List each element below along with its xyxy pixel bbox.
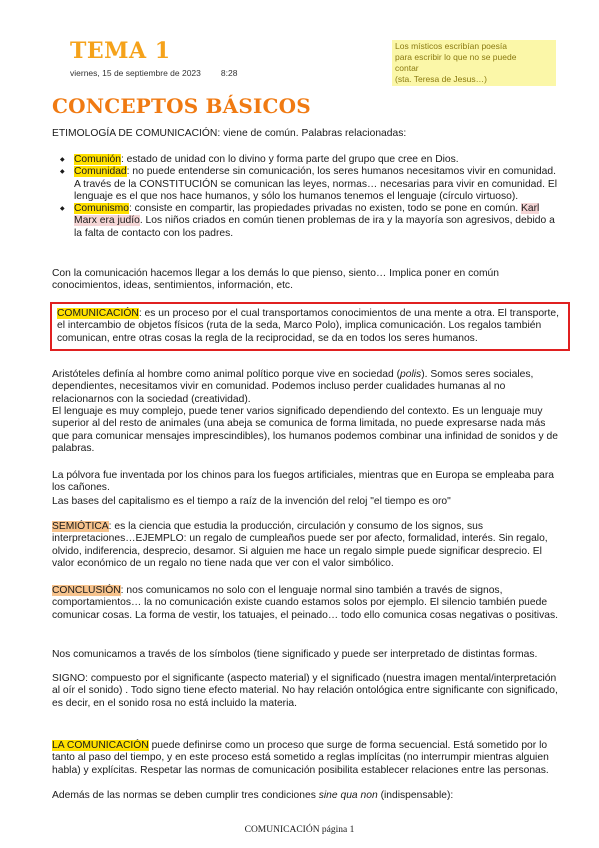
signo-paragraph: SIGNO: compuesto por el significante (aspecto material) y el significado (nuestra imagen mental/interpretación al oír el sonido) . Todo signo tiene efecto material. No hay relación ontológica entre significante con significado, es decir, en el sonido rosa no está incluido la materia.	[52, 673, 558, 709]
list-item-text: : no puede entenderse sin comunicación, los seres humanos necesitamos vivir en comunidad. A través de la CONSTITUCIÓN se comunican las leyes, normas… necesarias para vivir en comunidad. El lenguaje es el que nos hace humanos, y sólo los humanos tenemos el lenguaje (círculo virtuoso).	[74, 166, 557, 202]
comunicacion-paragraph: Con la comunicación hacemos llegar a los demás lo que pienso, siento… Implica poner en común conocimientos, ideas, sentimientos, información, etc.	[52, 268, 500, 292]
list-item-text: : consiste en compartir, las propiedades privadas no existen, todo se pone en común.	[128, 203, 522, 215]
term-highlight: LA COMUNICACIÓN	[52, 740, 149, 751]
condiciones-text-a: Además de las normas se deben cumplir tres condiciones	[52, 790, 319, 801]
tema-title: TEMA 1	[70, 38, 171, 64]
quote-line: Los místicos escribían poesía	[395, 41, 507, 51]
term-highlight: CONCLUSIÓN	[52, 585, 121, 596]
quote-line: para escribir lo que no se puede	[395, 52, 517, 62]
latin-italic: sine qua non	[318, 790, 378, 801]
semiotica-paragraph	[52, 521, 562, 570]
conclusion-text: : nos comunicamos no solo con el lenguaje normal sino también a través de signos, comportamientos… la no comunicación existe cuando estamos solos por ejemplo. El silencio también puede comunicar cosas. La forma de vestir, los tatuajes, el peinado… todo ello comunica cosas negativas o positivas.	[52, 585, 558, 621]
quote-line: (sta. Teresa de Jesus…)	[395, 74, 487, 84]
marx-highlight: Karl Marx era judío	[74, 203, 540, 227]
definition-box	[50, 302, 570, 351]
term-highlight: Comunión	[74, 154, 121, 165]
capitalismo-paragraph: Las bases del capitalismo es el tiempo a raíz de la invención del reloj "el tiempo es oro"	[52, 496, 451, 507]
polvora-paragraph: La pólvora fue inventada por los chinos para los fuegos artificiales, mientras que en Europa se empleaba para los cañones.	[52, 470, 554, 494]
list-item-text: . Los niños criados en común tienen problemas de ira y la mayoría son agresivos, debido a la falta de contacto con los padres.	[74, 215, 555, 239]
term-highlight: Comunidad	[74, 166, 127, 178]
term-highlight: Comunismo	[74, 203, 129, 215]
quote-note	[392, 40, 556, 86]
term-highlight: SEMIÓTICA	[52, 521, 109, 532]
etimologia-text: : viene de común. Palabras relacionadas:	[217, 128, 407, 139]
aristoteles-text-a: Aristóteles definía al hombre como animal político porque vive en sociedad (	[52, 369, 400, 380]
la-comunicacion-paragraph	[52, 740, 562, 777]
list-item	[52, 166, 562, 203]
condiciones-paragraph	[52, 790, 562, 802]
related-words-list	[52, 154, 562, 240]
page-footer: COMUNICACIÓN página 1	[244, 825, 355, 835]
aristoteles-paragraph	[52, 369, 562, 406]
definition-text: : es un proceso por el cual transportamos conocimientos de una mente a otra. El transporte, el intercambio de objetos físicos (ruta de la seda, Marco Polo), implica comunicación. Los regalos también comunican, entre otras cosas la regla de la reciprocidad, se da en todos los seres humanos.	[57, 308, 559, 344]
conclusion-paragraph	[52, 585, 562, 622]
note-time: 8:28	[220, 68, 238, 78]
term-highlight: COMUNICACIÓN	[57, 308, 139, 319]
etimologia-paragraph	[52, 128, 562, 140]
note-timestamp	[70, 68, 237, 78]
list-item	[52, 203, 562, 240]
section-title: CONCEPTOS BÁSICOS	[52, 94, 311, 118]
semiotica-text: : es la ciencia que estudia la producción, circulación y consumo de los signos, sus interpretaciones…EJEMPLO: un regalo de cumpleaños puede ser por afecto, formalidad, interés. Sin regalo, olvido, indiferencia, desprecio, desamor. Si alguien me hace un regalo simple puede significar desprecio. El valor económico de un regalo no tiene nada que ver con el valor simbólico.	[52, 521, 548, 569]
polis-italic: polis	[400, 369, 422, 380]
list-item-text: : estado de unidad con lo divino y forma parte del grupo que cree en Dios.	[120, 154, 459, 165]
simbolos-paragraph: Nos comunicamos a través de los símbolos (tiene significado y puede ser interpretado de distintas formas.	[52, 649, 538, 660]
lenguaje-paragraph: El lenguaje es muy complejo, puede tener varios significado dependiendo del contexto. Es un lenguaje muy superior al del resto de animales (una abeja se comunica de forma limitada, no puede expresarse nada más que para comunicar mensajes imprescindibles), los humanos podemos combinar una infinidad de sonidos y de palabras.	[52, 406, 558, 454]
aristoteles-text-b: ). Somos seres sociales, dependientes, necesitamos vivir en comunidad. Podemos incluso perder cualidades humanas al no relacionarnos con la sociedad (creatividad).	[52, 369, 534, 405]
condiciones-text-b: (indispensable):	[377, 790, 454, 801]
etimologia-label: ETIMOLOGÍA DE COMUNICACIÓN	[52, 128, 218, 139]
quote-line: contar	[395, 63, 419, 73]
note-date: viernes, 15 de septiembre de 2023	[70, 68, 201, 78]
list-item	[52, 154, 562, 166]
la-comunicacion-text: puede definirse como un proceso que surge de forma secuencial. Está sometido por lo tanto al paso del tiempo, y en este proceso está sometido a reglas implícitas (no interrumpir mientras alguien habla) y explícitas. Respetar las normas de comunicación posibilita establecer relaciones entre las personas.	[52, 740, 549, 776]
